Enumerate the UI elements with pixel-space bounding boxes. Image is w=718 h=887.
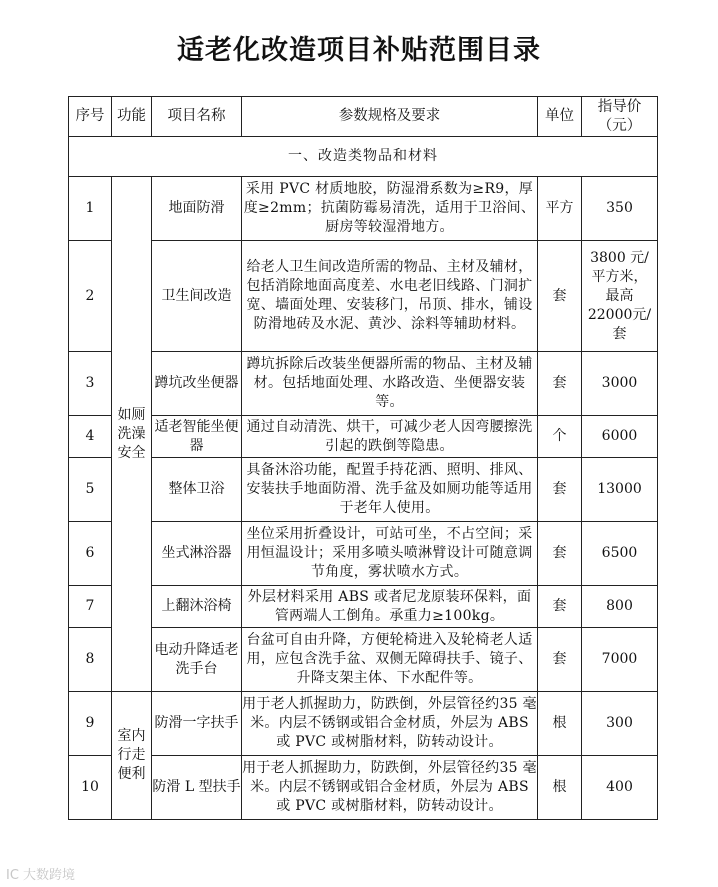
item-unit: 套 [538,522,582,586]
item-name: 蹲坑改坐便器 [152,352,242,416]
item-name: 坐式淋浴器 [152,522,242,586]
header-function: 功能 [112,97,152,137]
item-spec: 台盆可自由升降，方便轮椅进入及轮椅老人适用，应包含洗手盆、双侧无障碍扶手、镜子、升降支架主体、下水配件等。 [242,628,538,692]
header-seq: 序号 [69,97,112,137]
row-number: 3 [69,352,112,416]
table-row [69,177,658,241]
item-spec: 外层材料采用 ABS 或者尼龙原装环保料，面管两端人工倒角。承重力≥100kg。 [242,586,538,628]
item-spec: 坐位采用折叠设计，可站可坐，不占空间；采用恒温设计；采用多喷头喷淋臂设计可随意调节角度，雾状喷水方式。 [242,522,538,586]
row-number: 10 [69,756,112,820]
item-name: 适老智能坐便器 [152,416,242,458]
table-row [69,241,658,352]
table-row [69,628,658,692]
item-spec: 通过自动清洗、烘干，可减少老人因弯腰擦洗引起的跌倒等隐患。 [242,416,538,458]
row-number: 6 [69,522,112,586]
item-spec: 具备沐浴功能，配置手持花洒、照明、排风、安装扶手地面防滑、洗手盆及如厕功能等适用于老年人使用。 [242,458,538,522]
table-row [69,522,658,586]
header-spec: 参数规格及要求 [242,97,538,137]
item-unit: 套 [538,241,582,352]
item-unit: 套 [538,628,582,692]
item-name: 上翻沐浴椅 [152,586,242,628]
item-name: 防滑一字扶手 [152,692,242,756]
header-price: 指导价（元） [582,97,658,137]
item-spec: 采用 PVC 材质地胶，防湿滑系数为≥R9，厚度≥2mm；抗菌防霉易清洗，适用于卫浴间、厨房等较湿滑地方。 [242,177,538,241]
item-name: 防滑 L 型扶手 [152,756,242,820]
item-unit: 平方 [538,177,582,241]
row-number: 9 [69,692,112,756]
item-unit: 套 [538,586,582,628]
item-price: 7000 [582,628,658,692]
item-unit: 根 [538,756,582,820]
row-number: 4 [69,416,112,458]
header-row [69,97,658,137]
table-row [69,416,658,458]
item-price: 3800 元/平方米，最高22000元/套 [582,241,658,352]
header-name: 项目名称 [152,97,242,137]
subsidy-table [68,96,658,820]
table-row [69,352,658,416]
section-title: 一、改造类物品和材料 [69,137,658,177]
item-price: 6500 [582,522,658,586]
row-number: 5 [69,458,112,522]
item-spec: 给老人卫生间改造所需的物品、主材及辅材，包括消除地面高度差、水电老旧线路、门洞扩宽、墙面处理、安装移门，吊顶、排水，铺设防滑地砖及水泥、黄沙、涂料等辅助材料。 [242,241,538,352]
item-spec: 用于老人抓握助力，防跌倒，外层管径约35 毫米。内层不锈钢或铝合金材质，外层为 ABS 或 PVC 或树脂材料，防转动设计。 [242,756,538,820]
item-unit: 套 [538,352,582,416]
page-title: 适老化改造项目补贴范围目录 [177,35,541,66]
function-group-indoor: 室内行走便利 [112,692,152,820]
item-price: 6000 [582,416,658,458]
header-unit: 单位 [538,97,582,137]
item-price: 3000 [582,352,658,416]
item-price: 350 [582,177,658,241]
section-row [69,137,658,177]
item-name: 整体卫浴 [152,458,242,522]
item-unit: 根 [538,692,582,756]
item-price: 400 [582,756,658,820]
row-number: 2 [69,241,112,352]
item-name: 卫生间改造 [152,241,242,352]
item-price: 13000 [582,458,658,522]
item-name: 地面防滑 [152,177,242,241]
table-row [69,692,658,756]
item-price: 800 [582,586,658,628]
table-row [69,756,658,820]
watermark: IC 大数跨境 [6,868,76,883]
item-unit: 套 [538,458,582,522]
function-group-bath: 如厕洗澡安全 [112,177,152,692]
item-unit: 个 [538,416,582,458]
item-spec: 用于老人抓握助力，防跌倒，外层管径约35 毫米。内层不锈钢或铝合金材质，外层为 ABS 或 PVC 或树脂材料，防转动设计。 [242,692,538,756]
row-number: 7 [69,586,112,628]
row-number: 1 [69,177,112,241]
item-spec: 蹲坑拆除后改装坐便器所需的物品、主材及辅材。包括地面处理、水路改造、坐便器安装等。 [242,352,538,416]
table-row [69,458,658,522]
table-row [69,586,658,628]
item-name: 电动升降适老洗手台 [152,628,242,692]
item-price: 300 [582,692,658,756]
row-number: 8 [69,628,112,692]
